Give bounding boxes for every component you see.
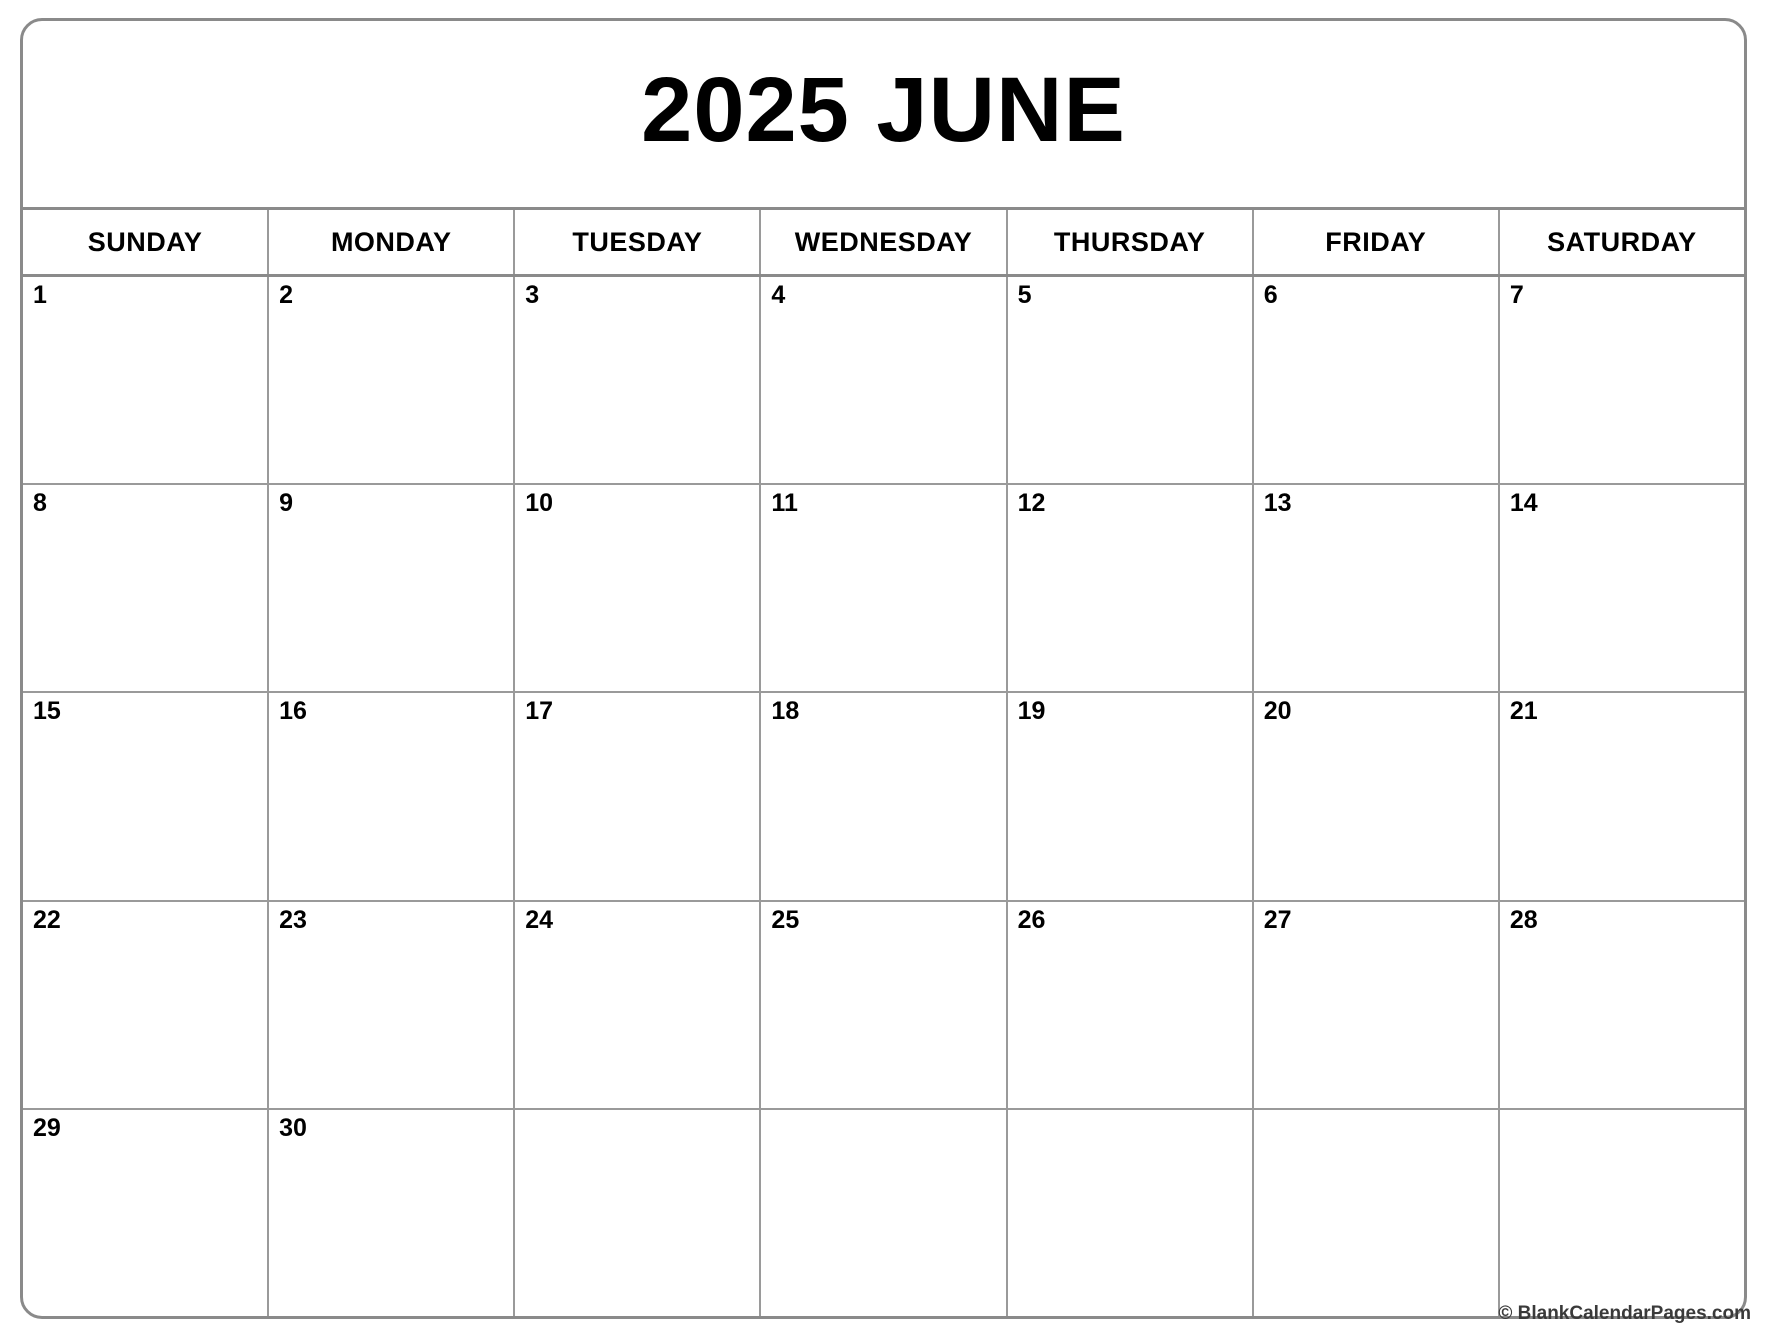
site-credit: © BlankCalendarPages.com [1498, 1303, 1751, 1324]
day-number: 1 [33, 281, 47, 309]
day-cell[interactable] [1008, 902, 1254, 1108]
day-number: 5 [1017, 281, 1032, 309]
day-cell[interactable] [515, 277, 761, 483]
weekday-header-friday [1254, 210, 1500, 274]
calendar-title-bar [23, 21, 1744, 210]
day-number: 25 [771, 905, 800, 934]
day-cell[interactable] [1500, 485, 1744, 691]
day-number: 3 [525, 281, 540, 309]
day-cell[interactable] [269, 693, 515, 899]
week-row [23, 693, 1744, 901]
weekday-label: WEDNESDAY [794, 226, 973, 257]
day-number: 28 [1509, 905, 1538, 934]
day-number: 6 [1263, 281, 1278, 309]
day-number: 26 [1017, 905, 1046, 934]
weekday-header-thursday [1008, 210, 1254, 274]
day-number: 30 [279, 1113, 307, 1142]
week-row [23, 1110, 1744, 1316]
weekday-header-row [23, 210, 1744, 277]
day-cell[interactable] [1254, 485, 1500, 691]
day-cell[interactable] [1008, 693, 1254, 899]
day-number: 8 [33, 489, 47, 518]
day-cell[interactable] [761, 277, 1007, 483]
week-row [23, 277, 1744, 485]
day-number: 9 [279, 489, 294, 518]
day-cell[interactable] [761, 693, 1007, 899]
weekday-header-tuesday [515, 210, 761, 274]
day-number: 27 [1263, 905, 1292, 934]
weekday-label: THURSDAY [1053, 226, 1206, 257]
day-cell[interactable] [1254, 902, 1500, 1108]
day-cell[interactable] [1500, 693, 1744, 899]
day-number: 10 [525, 489, 554, 518]
day-cell[interactable] [1254, 1110, 1500, 1316]
day-cell[interactable] [515, 902, 761, 1108]
day-cell[interactable] [1500, 902, 1744, 1108]
week-row [23, 902, 1744, 1110]
day-number: 19 [1017, 697, 1046, 726]
day-cell[interactable] [23, 693, 269, 899]
day-number: 23 [279, 905, 307, 934]
day-cell[interactable] [515, 693, 761, 899]
day-number: 18 [771, 697, 800, 726]
day-cell[interactable] [269, 277, 515, 483]
weekday-label: SATURDAY [1547, 226, 1697, 257]
weekday-label: SUNDAY [87, 226, 203, 257]
weekday-header-sunday [23, 210, 269, 274]
day-number: 17 [525, 697, 554, 726]
day-cell[interactable] [515, 485, 761, 691]
day-cell[interactable] [515, 1110, 761, 1316]
calendar-frame [20, 18, 1751, 1324]
weekday-label: TUESDAY [572, 226, 703, 257]
day-number: 21 [1509, 697, 1538, 726]
weekday-label: MONDAY [330, 226, 452, 257]
day-number: 12 [1017, 489, 1046, 518]
day-cell[interactable] [1500, 1110, 1744, 1316]
day-number: 16 [279, 697, 307, 726]
day-cell[interactable] [761, 1110, 1007, 1316]
day-number: 15 [33, 697, 61, 726]
day-number: 4 [771, 281, 786, 309]
weekday-header-wednesday [761, 210, 1007, 274]
day-number: 22 [33, 905, 61, 934]
day-cell[interactable] [269, 485, 515, 691]
day-cell[interactable] [761, 485, 1007, 691]
day-number: 24 [525, 905, 554, 934]
day-number: 2 [279, 281, 294, 309]
day-cell[interactable] [23, 902, 269, 1108]
day-number: 14 [1509, 489, 1538, 518]
weekday-label: FRIDAY [1325, 226, 1427, 257]
day-cell[interactable] [761, 902, 1007, 1108]
day-cell[interactable] [1008, 485, 1254, 691]
day-cell[interactable] [1008, 277, 1254, 483]
weekday-header-saturday [1500, 210, 1744, 274]
week-row [23, 485, 1744, 693]
calendar-grid [23, 277, 1744, 1316]
day-number: 29 [33, 1113, 61, 1142]
day-cell[interactable] [23, 277, 269, 483]
day-cell[interactable] [1254, 693, 1500, 899]
day-cell[interactable] [23, 485, 269, 691]
day-cell[interactable] [23, 1110, 269, 1316]
day-number: 20 [1263, 697, 1292, 726]
day-number: 7 [1509, 281, 1524, 309]
page-title: 2025 JUNE [641, 59, 1126, 161]
day-cell[interactable] [1254, 277, 1500, 483]
day-cell[interactable] [269, 1110, 515, 1316]
day-cell[interactable] [1500, 277, 1744, 483]
day-cell[interactable] [269, 902, 515, 1108]
day-number: 13 [1263, 489, 1292, 518]
day-cell[interactable] [1008, 1110, 1254, 1316]
weekday-header-monday [269, 210, 515, 274]
day-number: 11 [771, 489, 798, 518]
